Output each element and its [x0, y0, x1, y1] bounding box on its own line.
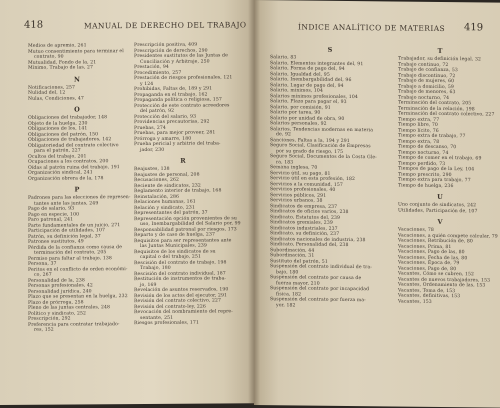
index-entry: Salario, Plazo para pagar el, 93	[270, 99, 347, 105]
index-entry: Preferencia para contratar trabajado-	[28, 321, 120, 328]
index-entry: Representación opción provenientes de su	[134, 215, 237, 222]
index-entry: Procedimiento, 257	[134, 70, 182, 76]
index-entry: Trabajo discontinuo, 72	[398, 73, 456, 79]
index-entry: Servicios urbanos, 38	[270, 198, 323, 204]
index-entry: Revisión de los actos del ejecutor, 291	[134, 292, 228, 299]
index-entry: Vacaciones, Prima, 81	[398, 244, 452, 250]
index-entry: Sindicatos nacionales de industria, 238	[270, 236, 366, 243]
index-entry: Servicios profesionales, 40	[270, 187, 336, 193]
index-entry: Objeto de la huelga, 230	[28, 120, 88, 127]
index-entry: Personalidad jurídica, 240	[28, 288, 92, 295]
index-entry: Tiempo de comer en el trabajo, 69	[398, 155, 482, 162]
index-entry: Peritos en el conflicto de orden económi-	[28, 266, 128, 273]
index-entry: Sindicato, Estatutos del, 239	[270, 214, 341, 221]
index-section-letter: N	[74, 74, 80, 83]
index-entry: Revisión del contrato colectivo, 227	[134, 298, 222, 305]
index-entry-continuation: yor, 182	[276, 302, 296, 308]
index-entry: Nulidad del, 12	[28, 90, 66, 96]
index-entry: Tiempos de pago de la Ley, 104	[398, 166, 475, 173]
index-entry: Rescisión del contrato individual, 187	[134, 270, 226, 277]
index-entry: Salario, 83	[270, 55, 297, 61]
index-entry: Semana inglesa, 70	[270, 165, 318, 171]
index-entry: Prescripción positiva, 409	[134, 42, 198, 49]
index-entry: Pleno de las juntas centrales, 248	[28, 305, 111, 311]
index-entry: Presidentes sustitutos de las Juntas de	[134, 53, 228, 60]
index-entry: Vacaciones, Época de, 79	[398, 260, 460, 267]
index-entry: Salario, mínimos, 104	[270, 88, 323, 94]
index-entry: Plazo que se presentan en la huelga, 232	[28, 294, 128, 300]
index-entry: Suspensión del contrato individual de tra-	[270, 264, 372, 271]
index-entry: Mutuo consentimiento para terminar el	[28, 48, 124, 55]
index-entry: Patrón, su definición legal, 37	[28, 233, 101, 240]
index-entry: Vacaciones, Pago de, 80	[398, 266, 457, 272]
index-entry-continuation: terminación del contrato, 205	[34, 250, 107, 256]
right-page	[254, 0, 500, 408]
index-entry: Utilidades, Participación de, 107	[398, 208, 478, 214]
index-entry: Ocultos del trabajo, 201	[28, 153, 87, 160]
index-entry: Tiempo perdido, 73	[398, 161, 446, 167]
index-entry: Vacaciones, Pago de las, 80	[398, 249, 465, 256]
index-entry: Trabajo continuo, 72	[398, 62, 449, 68]
index-entry: Salario, por comisión, 91	[270, 104, 331, 111]
index-entry: Tiempo extra, 78	[398, 139, 440, 145]
index-entry: Propaganda política o religiosa, 157	[134, 97, 222, 104]
index-entry-continuation: para el patrón, 227	[34, 148, 81, 154]
index-entry: Prórroga y amarre, 180	[134, 136, 192, 142]
index-entry-continuation: física, 182	[276, 291, 302, 297]
index-entry: Terminación del contrato, 205	[398, 100, 472, 107]
index-entry: Oídas al patrón ruina del trabajo, 191	[28, 164, 120, 171]
index-entry: Obligatoriedad del contrato colectivo	[28, 142, 119, 149]
index-entry: Político y sindicato, 252	[28, 310, 87, 317]
index-entry: Relaciones humanas, 161	[134, 199, 196, 206]
index-entry: Prescripción, 292	[28, 316, 71, 322]
index-section-letter: R	[180, 156, 186, 165]
left-index-columns	[28, 42, 241, 333]
index-entry: Pago de salario, 93	[28, 206, 75, 212]
index-entry-continuation: bajo, 180	[276, 269, 299, 275]
index-entry: Permiso para faltar al trabajo, 138	[28, 255, 112, 262]
index-entry: Obligaciones del patrón, 150	[28, 131, 99, 138]
index-entry: Rescisión del contrato de trabajo, 198	[134, 259, 227, 266]
index-entry: Parte fundamentales de un juicio, 271	[28, 222, 121, 229]
index-entry-continuation: por su grado de riesgo, 175	[276, 148, 344, 155]
index-entry: Salario, Lugar de pago del, 94	[270, 82, 344, 89]
index-entry: Persona, 37	[28, 261, 57, 267]
index-entry: Propaganda en el trabajo, 162	[134, 92, 208, 98]
index-entry: Trabajo a domicilio, 59	[398, 84, 454, 90]
index-entry: Mínimo, Trabajo de las, 27	[28, 65, 94, 71]
index-entry: Participación de utilidades, 107	[28, 228, 105, 234]
index-entry: Seguro Social, Clasificación de Empresas	[270, 143, 371, 150]
index-entry-continuation: Conciliación y Arbitraje, 250	[140, 59, 210, 65]
index-entry: Prueba pericial y arbitrio del traba-	[134, 141, 221, 148]
index-entry: Subordinación, 44	[270, 247, 315, 254]
index-entry: Reglamento interior de trabajo, 168	[134, 188, 222, 195]
index-entry: Padrones para las elecciones de represen-	[28, 195, 131, 201]
right-page-number: 419	[464, 22, 484, 34]
index-entry: Revisión del contrato-ley, 226	[134, 304, 206, 310]
index-entry: Reajustes de personal, 208	[134, 172, 200, 178]
index-entry: Tiempo de descanso, 70	[398, 144, 457, 151]
index-entry: Requisitos para ser representantes ante	[134, 237, 232, 244]
index-entry: Pruebas, para mejor proveer, 281	[134, 130, 216, 137]
index-entry: Restitución de instrumentos de traba-	[134, 276, 227, 283]
index-entry: Servicio útil en esta profesión, 182	[270, 176, 356, 183]
index-entry-continuation: tantes ante las juntas, 249	[34, 200, 99, 207]
index-entry: Vacantes, Ordenamiento de las, 153	[398, 282, 486, 289]
index-entry: Tiempo extra para trabajo, 77	[398, 177, 471, 184]
index-entry: Tiempo de huelga, 236	[398, 183, 454, 189]
index-entry: Sindicatos industriales, 237	[270, 225, 338, 232]
index-entry: Obligaciones del trabajador, 148	[28, 115, 108, 121]
index-entry: Salarios personales, 92	[270, 121, 327, 127]
index-entry: Reciente de sindicatos, 232	[134, 183, 201, 189]
left-running-head: MANUAL DE DERECHO DEL TRABAJO	[84, 20, 247, 31]
index-entry: Prohibidas, Faltas de, 189 y 291	[134, 86, 213, 93]
index-entry: Mutualidad, Fondo de la, 21	[28, 59, 97, 66]
index-entry: Servicios a la comunidad, 157	[270, 181, 343, 188]
index-entry: Tiempo nocturno, 74	[398, 150, 449, 156]
index-entry: Subordinación, 31	[270, 253, 315, 259]
index-entry: Representantes del patrón, 37	[134, 210, 208, 217]
index-entry: Sindicato, Personalidad del, 238	[270, 242, 349, 248]
index-entry: Sustituto del patrón, 51	[270, 258, 328, 265]
index-entry: Organización obrera de la, 178	[28, 175, 104, 182]
index-entry: Salario, Elementos integrantes del, 91	[270, 60, 364, 67]
index-entry-continuation: y 124	[140, 81, 154, 87]
index-entry: Terminación de la relación, 198	[398, 106, 475, 112]
index-entry: Sindicatos de oficios varios, 238	[270, 209, 349, 215]
index-entry: Vacaciones, Retribución de, 80	[398, 238, 473, 245]
index-entry-continuation: res, 152	[34, 327, 54, 333]
index-entry: Salario por unidad de obra, 90	[270, 115, 345, 122]
index-entry-continuation: co, 267	[34, 272, 52, 278]
index-entry-continuation: jo, 169	[140, 282, 157, 288]
index-entry: Pruebas, 274	[134, 125, 166, 131]
index-entry: Reajustes, 138	[134, 166, 170, 173]
index-entry: Trabajo nocturno, 74	[398, 95, 450, 101]
index-entry: Prescripción de derechos, 290	[134, 48, 208, 54]
index-entry: Tiempo prescrito, 290	[398, 172, 452, 178]
index-entry: Terminación del contrato colectivo, 227	[398, 111, 495, 118]
index-entry: Reinstalación, 286	[134, 194, 180, 200]
index-entry: Tiempo libre, 70	[398, 122, 438, 128]
index-entry: Notificaciones, 257	[28, 84, 76, 91]
index-entry: Salario por tarea, 90	[270, 110, 321, 116]
index-entry: Recusaciones, 262	[134, 177, 180, 184]
index-section-letter: V	[437, 217, 443, 226]
index-entry: Prestación de riesgos profesionales, 121	[134, 75, 233, 82]
index-entry: Patrones sustitutos, 49	[28, 239, 84, 245]
index-entry-continuation: del patrón, 92	[140, 108, 175, 115]
index-entry: Reparto y de caso de huelga, 237	[134, 232, 215, 239]
index-entry: Relación y sindicato, 231	[134, 205, 195, 211]
index-entry: Personas profesionales, 42	[28, 283, 93, 289]
index-entry: Medios de apremio, 261	[28, 43, 87, 49]
index-entry-continuation: capital o del trabajo, 251	[140, 254, 201, 261]
index-entry: Tiempo lícito, 76	[398, 128, 439, 134]
index-entry: Tiempo extra de trabajo, 77	[398, 133, 466, 140]
index-entry: Vacantes de nuevos trabajadores, 153	[398, 277, 491, 283]
index-entry: Seguro Social, Documentos de la Costa Gle-	[270, 154, 377, 161]
left-index-column-1	[28, 43, 131, 333]
index-entry: Vacantes, Cómo se cubren, 152	[398, 271, 475, 278]
index-entry: Vacantes, 153	[398, 299, 432, 305]
index-entry-continuation: sentante, 251	[140, 315, 174, 321]
book-gutter	[248, 0, 260, 405]
index-entry: Revocación del nombramiento del repre-	[134, 309, 233, 316]
index-entry: Salario, Igualdad del, 95	[270, 71, 330, 78]
index-entry: Providencias precautorias, 292	[134, 119, 210, 126]
left-page-number: 418	[24, 19, 44, 31]
index-entry: Vacaciones, a quién compete calcular, 79	[398, 233, 498, 240]
index-entry: Sindicatos de empresa, 237	[270, 203, 338, 210]
index-entry: Suspensión del contrato por fuerza ma-	[270, 297, 366, 304]
index-entry: Requisitos de los sindicatos de su	[134, 248, 216, 255]
index-entry: Salario, Inembargabilidad del, 96	[270, 77, 352, 84]
index-entry: Revelación de asuntos reservados, 190	[134, 287, 229, 294]
index-entry: Servicios públicos, 291	[270, 192, 327, 199]
index-entry: Pérdida de la confianza como causa de	[28, 244, 123, 251]
index-entry: Trabajo de mujeres, 60	[398, 78, 455, 85]
index-entry: Protección de este contrato acreedores	[134, 102, 230, 109]
index-section-letter: O	[74, 105, 80, 114]
index-entry: Prestación, 94	[134, 64, 169, 71]
index-entry-continuation: contrato, 90	[34, 54, 64, 60]
right-index-column-2	[398, 46, 498, 311]
index-entry: Obligaciones de los, 141	[28, 126, 88, 132]
index-entry-continuation: ra, 183	[276, 159, 294, 165]
index-entry: Vacaciones, 78	[398, 227, 434, 233]
right-index-columns	[270, 44, 498, 310]
index-entry: Salario, Forma de pago del, 94	[270, 66, 345, 72]
index-entry: Protección del salario, 93	[134, 114, 197, 120]
index-entry: Nulas, Condiciones, 47	[28, 95, 84, 102]
left-index-column-2	[134, 42, 241, 332]
index-entry: Uno conjunto de sindicatos, 242	[398, 202, 477, 209]
right-index-column-1	[270, 44, 390, 309]
index-entry: Sindicato, su definición, 237	[270, 231, 340, 237]
index-entry-continuation: las Juntas Municipales, 239	[140, 243, 207, 250]
index-entry: Personalidad de la, 238	[28, 277, 85, 284]
index-entry: Riesgos profesionales, 171	[134, 320, 199, 327]
index-entry: Servicio útil, su pago, 81	[270, 170, 331, 177]
index-entry-continuation: de, 92	[276, 132, 292, 138]
index-entry: Trabajo de confianza, 53	[398, 67, 458, 74]
index-section-letter: P	[74, 185, 80, 194]
index-section-letter: S	[327, 45, 333, 54]
index-entry: Paro patronal, 241	[28, 217, 74, 223]
index-entry: Tiempo extra, 77	[398, 117, 440, 123]
index-entry: Sindicatos gremiales, 239	[270, 220, 333, 226]
index-entry: Pago en especie, 100	[28, 211, 80, 218]
index-entry: Trabajador, su definición legal, 32	[398, 56, 482, 63]
index-entry: Vacantes, Toma de, 153	[398, 288, 456, 294]
index-entry: Obligaciones de trabajadores, 142	[28, 137, 112, 143]
index-entry-continuation: Trabajo, 180	[140, 265, 171, 272]
index-entry-continuation: jador, 230	[140, 147, 165, 153]
index-entry: Sanciones, Faltas a la, 194 y 291	[270, 137, 350, 144]
index-entry: Suspensión del contrato por causa de	[270, 275, 362, 282]
index-entry: Ocupaciones a los contratos, 200	[28, 159, 109, 165]
index-entry: Vacantes, definitivas, 153	[398, 293, 461, 300]
index-entry: Plazo de prórroga, 258	[28, 299, 84, 306]
index-entry: Trabajo de menores, 63	[398, 89, 456, 96]
index-entry: Suspensión del contrato por incapacidad	[270, 286, 370, 293]
index-entry: Responsabilidad patronal por riesgos, 173	[134, 226, 237, 233]
index-section-letter: U	[437, 192, 443, 201]
index-entry: Organización sindical, 241	[28, 170, 93, 176]
index-entry: Vacaciones, Fecha de las, 80	[398, 255, 468, 261]
index-entry-continuation: fuerza mayor, 210	[276, 280, 320, 287]
index-entry: Salarios mínimos profesionales, 104	[270, 93, 358, 100]
index-entry: Salarios, Tendencias modernas en materia	[270, 126, 374, 133]
right-running-head: ÍNDICE ANALÍTICO DE MATERIAS	[298, 22, 446, 34]
index-entry-continuation: uso, Inembargabilidad del Salario por, 99	[140, 221, 241, 228]
index-section-letter: T	[437, 46, 443, 55]
